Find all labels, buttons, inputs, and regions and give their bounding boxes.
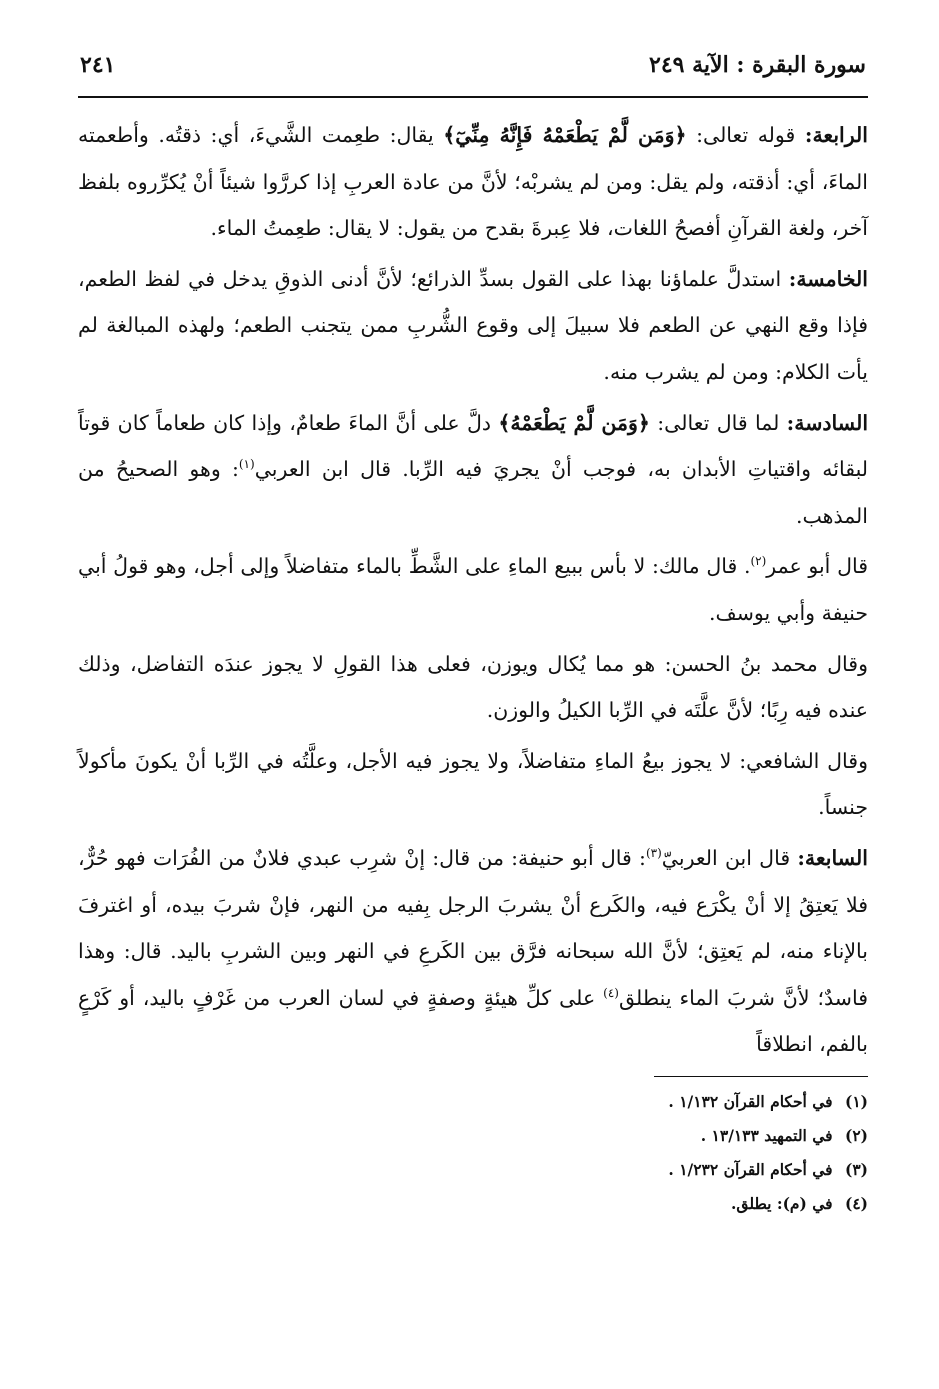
footnotes xyxy=(78,1085,868,1221)
text-run: قوله تعالى: xyxy=(686,123,805,147)
page-header xyxy=(78,52,868,96)
paragraph xyxy=(78,256,868,396)
text-run: استدلَّ علماؤنا بهذا على القول بسدِّ الذرائع؛ لأنَّ أدنى الذوقِ يدخل في لفظ الطعم، فإذا وقع النهي عن الطعم فلا سبيلَ إلى وقوع الشُّربِ ممن يتجنب الطعم؛ ولهذه المبالغة لم يأت الكلام: ومن لم يشرب منه. xyxy=(78,266,868,384)
text-run: يقال: طعِمت الشَّيءَ، أي: ذقتُه. وأطعمته الماءَ، أي: أذقته، ولم يقل: ومن لم يشربْه؛ لأنَّ من عادة العربِ إذا كررَّوا شيئاً أنْ يُكرِّروه بلفظ آخر، ولغة القرآنِ أفصحُ اللغات، فلا عِبرةَ بقدح من يقول: لا يقال: طعِمتُ الماء. xyxy=(78,123,868,241)
text-run: قال أبو عمر xyxy=(766,554,869,579)
paragraph xyxy=(78,543,868,636)
text-run: : وهو الصحيحُ من المذهب. xyxy=(78,457,868,528)
text-run: وقال الشافعي: لا يجوز بيعُ الماءِ متفاضلاً، ولا يجوز فيه الأجل، وعلَّتُه في الرِّبا أنْ يكونَ مأكولاً جنساً. xyxy=(78,748,868,820)
footnote-ref: (١) xyxy=(238,457,255,472)
footnote-text: في أحكام القرآن ١/١٣٢ . xyxy=(668,1091,833,1111)
text-run: وقال محمد بنُ الحسن: هو مما يُكال ويوزن، فعلى هذا القولِ لا يجوز عندَه التفاضل، وذلك عنده فيه رِبًا؛ لأنَّ علَّتَه في الرِّبا الكيلُ والوزن. xyxy=(78,651,868,723)
section-lead: الخامسة: xyxy=(788,266,868,291)
page-number: ٢٤١ xyxy=(80,52,116,78)
text-run: : قال أبو حنيفة: من قال: إنْ شرِب عبدي فلانٌ من الفُرَات فهو حُرٌّ، فلا يَعتِقُ إلا أنْ يكْرَع فيه، والكَرع أنْ يشربَ الرجل بِفيه من النهر، فإنْ شربَ بيده، أو اغترفَ بالإناء منه، لم يَعتِق؛ لأنَّ الله سبحانه فرَّق بين الكَرعِ في النهر وبين الشربِ باليد. قال: وهذا فاسدٌ؛ لأنَّ شربَ الماء ينطلق xyxy=(78,845,868,1010)
text-run: . قال مالك: لا بأس ببيع الماءِ على الشَّطِّ بالماء متفاضلاً وإلى أجل، وهو قولُ أبي حنيفة وأبي يوسف. xyxy=(78,554,868,625)
section-lead: الرابعة: xyxy=(804,123,868,147)
section-lead: السادسة: xyxy=(786,410,869,435)
footnote xyxy=(78,1187,868,1221)
footnote-text: في (م): يطلق. xyxy=(731,1193,833,1213)
footnote-ref: (٣) xyxy=(645,846,662,861)
text-run: لما قال تعالى: xyxy=(649,410,787,435)
footnote-ref: (٤) xyxy=(603,985,619,1000)
paragraph xyxy=(78,835,868,1068)
footnote-ref: (٢) xyxy=(750,554,767,569)
footnote-number: (٤) xyxy=(844,1193,868,1213)
quran-quote: ﴿وَمَن لَّمْ يَطْعَمْهُ﴾ xyxy=(498,410,650,435)
footnote-number: (١) xyxy=(844,1091,868,1111)
text-run: على كلِّ هيئةٍ وصفةٍ في لسان العرب من غَرْفٍ باليد، أو كَرْعٍ بالفم، انطلاقاً xyxy=(78,985,868,1057)
body-text xyxy=(78,112,868,1068)
paragraph xyxy=(78,400,868,540)
paragraph xyxy=(78,738,868,831)
footnote xyxy=(78,1153,868,1187)
footnote-text: في التمهيد ١٣/١٣٣ . xyxy=(700,1125,833,1145)
paragraph xyxy=(78,112,868,252)
book-page xyxy=(78,52,868,1221)
section-lead: السابعة: xyxy=(797,845,868,870)
surah-title: سورة البقرة : الآية ٢٤٩ xyxy=(649,52,866,78)
header-rule xyxy=(78,96,868,98)
footnote xyxy=(78,1085,868,1119)
text-run: دلَّ على أنَّ الماءَ طعامٌ، وإذا كان طعاماً كان قوتاً لبقائه واقتياتِ الأبدان به، فوجب أنْ يجريَ فيه الرِّبا. قال ابن العربي xyxy=(78,410,869,482)
footnote-text: في أحكام القرآن ١/٢٣٢ . xyxy=(668,1159,833,1179)
paragraph xyxy=(78,641,868,734)
footnote-number: (٢) xyxy=(844,1125,868,1145)
footnote xyxy=(78,1119,868,1153)
footnote-number: (٣) xyxy=(844,1159,868,1179)
footnote-rule xyxy=(654,1076,868,1077)
quran-quote: ﴿وَمَن لَّمْ يَطْعَمْهُ فَإِنَّهُ مِنِّيٓ﴾ xyxy=(443,123,687,147)
text-run: قال ابن العربيّ xyxy=(661,845,798,870)
